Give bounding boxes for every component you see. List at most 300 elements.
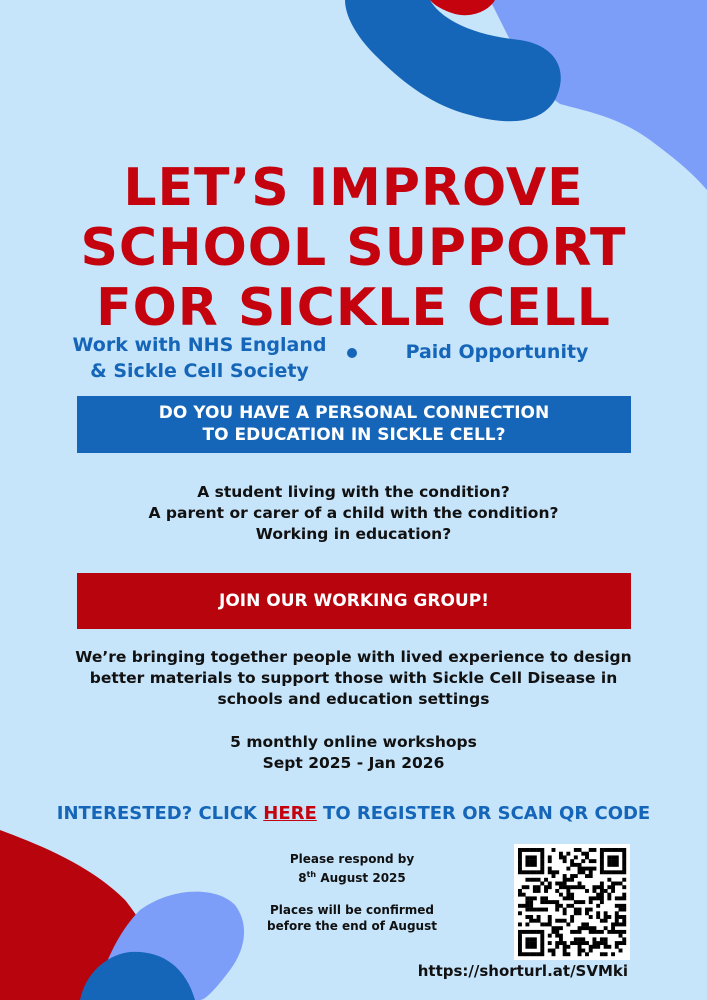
qr-module — [548, 949, 552, 953]
qr-module — [559, 852, 563, 856]
qr-module — [552, 848, 556, 852]
qr-module — [548, 882, 552, 886]
qr-module — [525, 952, 529, 956]
qr-module — [600, 867, 604, 871]
qr-module — [537, 889, 541, 893]
qr-module — [533, 859, 537, 863]
qr-module — [540, 855, 544, 859]
qr-module — [533, 919, 537, 923]
qr-module — [600, 885, 604, 889]
qr-module — [578, 949, 582, 953]
qr-module — [604, 941, 608, 945]
qr-module — [533, 870, 537, 874]
qr-module — [574, 937, 578, 941]
qr-module — [581, 937, 585, 941]
qr-module — [592, 896, 596, 900]
qr-module — [555, 945, 559, 949]
qr-module — [529, 904, 533, 908]
qr-module — [540, 896, 544, 900]
qr-module — [596, 941, 600, 945]
qr-module — [537, 878, 541, 882]
qr-module — [600, 937, 604, 941]
qr-module — [585, 941, 589, 945]
qr-module — [537, 919, 541, 923]
qr-module — [525, 941, 529, 945]
qr-module — [540, 863, 544, 867]
respond-day: 8 — [298, 871, 307, 885]
qr-module — [589, 867, 593, 871]
qr-module — [622, 941, 626, 945]
qr-module — [600, 889, 604, 893]
qr-module — [578, 863, 582, 867]
qr-module — [581, 922, 585, 926]
qr-module — [611, 885, 615, 889]
qr-module — [596, 915, 600, 919]
places-line-1: Places will be confirmed — [269, 903, 435, 917]
qr-module — [607, 870, 611, 874]
qr-module — [578, 930, 582, 934]
qr-module — [522, 893, 526, 897]
qr-module — [581, 870, 585, 874]
qr-module — [581, 885, 585, 889]
qr-module — [533, 885, 537, 889]
qr-module — [574, 848, 578, 852]
qr-module — [600, 882, 604, 886]
qr-module — [540, 952, 544, 956]
qr-module — [600, 919, 604, 923]
respond-line-1: Please respond by — [289, 852, 415, 866]
qr-module — [544, 878, 548, 882]
qr-module — [615, 863, 619, 867]
qr-module — [600, 930, 604, 934]
qr-module — [615, 915, 619, 919]
qr-module — [589, 874, 593, 878]
qr-module — [525, 915, 529, 919]
qr-module — [570, 941, 574, 945]
qr-module — [604, 848, 608, 852]
qr-module — [607, 855, 611, 859]
workshops-line-2: Sept 2025 - Jan 2026 — [262, 754, 445, 772]
qr-module — [607, 893, 611, 897]
qr-module — [611, 870, 615, 874]
qr-module — [518, 934, 522, 938]
qr-module — [619, 896, 623, 900]
respond-rest: August 2025 — [316, 871, 406, 885]
qr-module — [537, 908, 541, 912]
qr-module — [566, 952, 570, 956]
title-line-2: SCHOOL SUPPORT — [80, 218, 627, 278]
qr-module — [611, 848, 615, 852]
qr-module — [585, 922, 589, 926]
qr-module — [555, 926, 559, 930]
qr-module — [585, 926, 589, 930]
qr-module — [607, 878, 611, 882]
qr-module — [563, 882, 567, 886]
qr-module — [619, 934, 623, 938]
qr-module — [622, 867, 626, 871]
qr-module — [537, 930, 541, 934]
qr-module — [540, 930, 544, 934]
qr-module — [537, 885, 541, 889]
qr-module — [555, 919, 559, 923]
qr-module — [563, 859, 567, 863]
qr-module — [619, 904, 623, 908]
qr-module — [574, 874, 578, 878]
register-link[interactable]: HERE — [263, 803, 317, 824]
paid-opportunity: Paid Opportunity — [405, 341, 589, 363]
qr-module — [518, 904, 522, 908]
qr-module — [570, 915, 574, 919]
qr-module — [559, 882, 563, 886]
qr-module — [604, 926, 608, 930]
qr-module — [529, 945, 533, 949]
qr-module — [540, 848, 544, 852]
qr-module — [600, 863, 604, 867]
qr-module — [570, 863, 574, 867]
qr-module — [529, 863, 533, 867]
workshops-info — [0, 732, 707, 774]
qr-module — [529, 930, 533, 934]
qr-module — [615, 848, 619, 852]
qr-module — [619, 908, 623, 912]
qr-module — [585, 852, 589, 856]
qr-module — [600, 848, 604, 852]
qr-module — [619, 922, 623, 926]
qr-module — [566, 852, 570, 856]
qr-module — [537, 848, 541, 852]
qr-module — [525, 878, 529, 882]
qr-module — [563, 908, 567, 912]
qr-module — [622, 922, 626, 926]
qr-module — [570, 885, 574, 889]
qr-module — [585, 874, 589, 878]
qr-module — [600, 893, 604, 897]
qr-module — [622, 852, 626, 856]
qr-code[interactable] — [514, 844, 630, 960]
qr-module — [600, 900, 604, 904]
description-line: better materials to support those with Sickle Cell Disease in — [89, 669, 618, 687]
qr-module — [596, 930, 600, 934]
qr-module — [540, 882, 544, 886]
qr-module — [544, 896, 548, 900]
qr-module — [622, 896, 626, 900]
qr-module — [529, 855, 533, 859]
qr-module — [604, 870, 608, 874]
qr-module — [522, 885, 526, 889]
qr-module — [611, 889, 615, 893]
qr-module — [622, 937, 626, 941]
qr-module — [607, 930, 611, 934]
qr-module — [581, 859, 585, 863]
qr-module — [525, 904, 529, 908]
qr-module — [518, 949, 522, 953]
qr-module — [619, 949, 623, 953]
qr-module — [611, 855, 615, 859]
qr-module — [529, 937, 533, 941]
qr-module — [615, 896, 619, 900]
qr-module — [592, 889, 596, 893]
qr-module — [607, 915, 611, 919]
qr-module — [555, 934, 559, 938]
qr-module — [581, 949, 585, 953]
qr-module — [600, 870, 604, 874]
question-item: A parent or carer of a child with the condition? — [148, 504, 559, 522]
qr-module — [596, 896, 600, 900]
qr-module — [585, 889, 589, 893]
qr-module — [518, 863, 522, 867]
qr-module — [548, 867, 552, 871]
qr-module — [570, 896, 574, 900]
qr-module — [607, 885, 611, 889]
qr-module — [563, 878, 567, 882]
question-band-line-1: DO YOU HAVE A PERSONAL CONNECTION — [158, 403, 550, 423]
qr-module — [540, 852, 544, 856]
qr-module — [563, 896, 567, 900]
respond-suffix: th — [306, 870, 317, 879]
qr-module — [566, 893, 570, 897]
qr-module — [555, 941, 559, 945]
qr-module — [548, 919, 552, 923]
qr-module — [574, 930, 578, 934]
qr-module — [619, 930, 623, 934]
qr-module — [533, 930, 537, 934]
qr-module — [555, 889, 559, 893]
qr-module — [518, 889, 522, 893]
qr-module — [529, 870, 533, 874]
qr-module — [578, 867, 582, 871]
qr-module — [529, 878, 533, 882]
qr-module — [529, 859, 533, 863]
qr-module — [592, 941, 596, 945]
qr-module — [566, 896, 570, 900]
qr-module — [589, 848, 593, 852]
qr-module — [574, 908, 578, 912]
qr-module — [578, 882, 582, 886]
qr-module — [525, 855, 529, 859]
title-line-3: FOR SICKLE CELL — [96, 278, 611, 338]
qr-module — [552, 930, 556, 934]
qr-module — [570, 878, 574, 882]
short-url[interactable]: https://shorturl.at/SVMki — [417, 962, 628, 980]
qr-module — [540, 867, 544, 871]
qr-module — [533, 945, 537, 949]
qr-module — [525, 870, 529, 874]
description-line: schools and education settings — [217, 690, 490, 708]
qr-module — [533, 941, 537, 945]
qr-module — [544, 922, 548, 926]
qr-module — [563, 885, 567, 889]
qr-module — [540, 945, 544, 949]
qr-module — [622, 893, 626, 897]
qr-module — [581, 852, 585, 856]
qr-module — [619, 941, 623, 945]
qr-module — [592, 848, 596, 852]
qr-module — [522, 930, 526, 934]
qr-module — [622, 878, 626, 882]
partner-subheading — [62, 332, 337, 384]
qr-module — [592, 926, 596, 930]
join-band: JOIN OUR WORKING GROUP! — [77, 573, 631, 629]
qr-module — [615, 870, 619, 874]
qr-module — [529, 915, 533, 919]
qr-module — [525, 900, 529, 904]
qr-module — [522, 870, 526, 874]
qr-module — [566, 867, 570, 871]
qr-module — [518, 922, 522, 926]
qr-module — [578, 908, 582, 912]
qr-module — [563, 911, 567, 915]
description-line: We’re bringing together people with lived experience to design — [75, 648, 632, 666]
qr-module — [559, 855, 563, 859]
qr-module — [559, 934, 563, 938]
qr-module — [604, 945, 608, 949]
qr-module — [611, 922, 615, 926]
qr-module — [574, 900, 578, 904]
qr-module — [622, 870, 626, 874]
qr-module — [533, 937, 537, 941]
qr-module — [518, 867, 522, 871]
qr-module — [518, 941, 522, 945]
qr-module — [540, 949, 544, 953]
qr-module — [589, 945, 593, 949]
qr-module — [548, 900, 552, 904]
qr-module — [548, 915, 552, 919]
qr-module — [525, 896, 529, 900]
qr-module — [555, 882, 559, 886]
qr-module — [533, 952, 537, 956]
qr-module — [548, 885, 552, 889]
qr-module — [533, 889, 537, 893]
qr-module — [585, 867, 589, 871]
qr-module — [563, 855, 567, 859]
qr-module — [548, 870, 552, 874]
qr-module — [578, 900, 582, 904]
qr-module — [607, 848, 611, 852]
qr-module — [592, 937, 596, 941]
qr-module — [592, 859, 596, 863]
qr-module — [552, 874, 556, 878]
qr-module — [574, 855, 578, 859]
qr-module — [585, 855, 589, 859]
qr-module — [611, 930, 615, 934]
description — [0, 647, 707, 710]
qr-module — [615, 911, 619, 915]
qr-module — [518, 859, 522, 863]
qr-module — [607, 863, 611, 867]
qr-module — [578, 848, 582, 852]
qr-module — [552, 900, 556, 904]
qr-module — [533, 878, 537, 882]
qr-module — [552, 952, 556, 956]
qr-module — [529, 952, 533, 956]
qr-module — [615, 945, 619, 949]
qr-module — [570, 919, 574, 923]
partner-line-2: & Sickle Cell Society — [90, 360, 309, 382]
qr-module — [559, 919, 563, 923]
qr-module — [596, 904, 600, 908]
qr-module — [518, 893, 522, 897]
qr-module — [518, 855, 522, 859]
qr-module — [563, 919, 567, 923]
places-line-2: before the end of August — [267, 919, 437, 933]
qr-module — [540, 922, 544, 926]
qr-module — [589, 900, 593, 904]
qr-module — [518, 937, 522, 941]
qr-module — [578, 937, 582, 941]
qr-module — [529, 919, 533, 923]
qr-module — [578, 911, 582, 915]
qr-module — [578, 941, 582, 945]
qr-module — [600, 855, 604, 859]
bullet-dot-icon — [347, 348, 357, 358]
qr-module — [622, 848, 626, 852]
qr-module — [537, 915, 541, 919]
qr-module — [589, 915, 593, 919]
qr-module — [615, 930, 619, 934]
question-item: Working in education? — [255, 525, 452, 543]
qr-module — [559, 937, 563, 941]
qr-module — [611, 882, 615, 886]
qr-module — [540, 859, 544, 863]
workshops-line-1: 5 monthly online workshops — [230, 733, 477, 751]
qr-module — [522, 904, 526, 908]
qr-module — [566, 945, 570, 949]
places-note — [252, 902, 452, 934]
qr-module — [581, 867, 585, 871]
qr-module — [548, 922, 552, 926]
qr-module — [559, 893, 563, 897]
qr-module — [589, 859, 593, 863]
qr-module — [589, 908, 593, 912]
qr-module — [622, 904, 626, 908]
qr-module — [574, 941, 578, 945]
qr-module — [555, 900, 559, 904]
qr-module — [619, 848, 623, 852]
qr-module — [604, 937, 608, 941]
qr-module — [525, 937, 529, 941]
qr-module — [622, 855, 626, 859]
qr-module — [600, 896, 604, 900]
qr-module — [619, 882, 623, 886]
qr-module — [596, 911, 600, 915]
qr-module — [566, 889, 570, 893]
qr-module — [525, 885, 529, 889]
qr-module — [559, 926, 563, 930]
qr-module — [611, 926, 615, 930]
qr-module — [537, 870, 541, 874]
qr-module — [529, 908, 533, 912]
qr-module — [578, 885, 582, 889]
qr-module — [611, 863, 615, 867]
qr-module — [589, 870, 593, 874]
qr-module — [622, 859, 626, 863]
qr-module — [581, 941, 585, 945]
qr-module — [544, 889, 548, 893]
qr-module — [578, 945, 582, 949]
qr-module — [615, 859, 619, 863]
question-band-line-2: TO EDUCATION IN SICKLE CELL? — [202, 425, 506, 445]
qr-module — [622, 919, 626, 923]
qr-module — [585, 911, 589, 915]
qr-module — [589, 926, 593, 930]
qr-module — [589, 949, 593, 953]
qr-module — [544, 885, 548, 889]
qr-module — [570, 893, 574, 897]
qr-module — [540, 900, 544, 904]
qr-module — [525, 922, 529, 926]
qr-module — [566, 878, 570, 882]
qr-module — [537, 952, 541, 956]
